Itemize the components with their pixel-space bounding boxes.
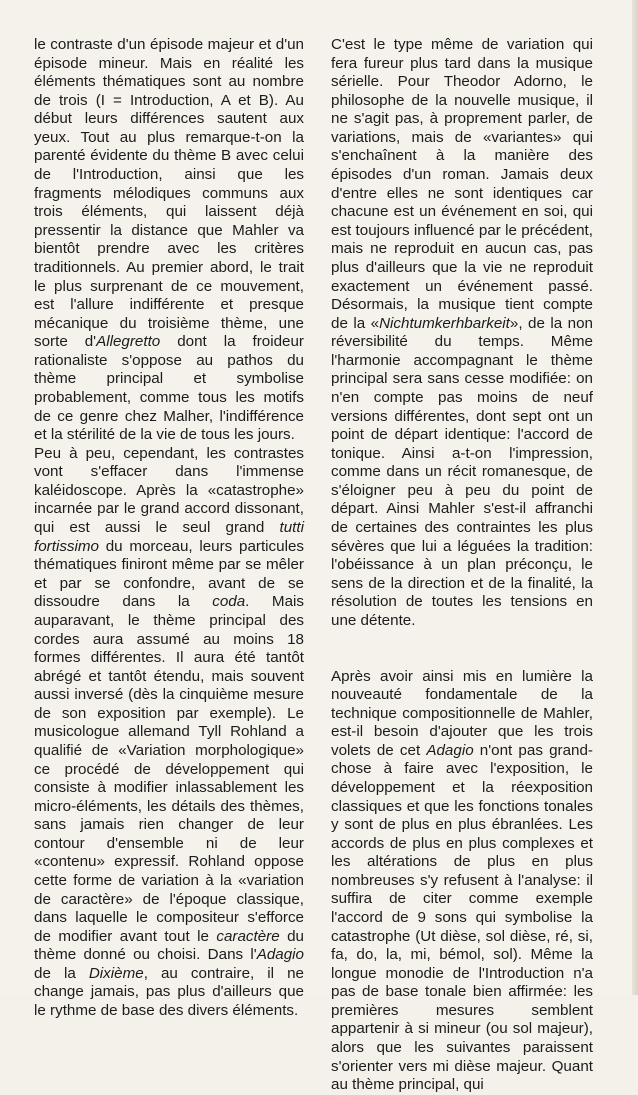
right-column — [331, 36, 593, 1095]
text-run: dont la froideur rationaliste s'oppose au pathos du thème principal et symbolise probablement, comme tous les motifs de ce genre chez Malher, l'indifférence et la stérilité de la vie de tous les jours. — [34, 333, 304, 444]
italic-term: Nichtumkerhbarkeit — [379, 314, 510, 332]
paragraph — [34, 445, 304, 1021]
text-run: C'est le type même de variation qui fera fureur plus tard dans la musique sérielle. Pour Theodor Adorno, le philosophe de la nouvelle musique, il ne s'agit pas, à proprement parler, de variations, mais de «variantes» qui s'enchaînent à la manière des épisodes d'un roman. Jamais deux d'entre elles ne sont identiques car chacune est un événement en soi, qui est toujours influencé par le précédent, mais ne reproduit en aucun cas, pas plus d'ailleurs que la vie ne reproduit exactement un événement passé. Désormais, la musique tient compte de la « — [331, 36, 593, 332]
paragraph-gap — [331, 631, 593, 668]
paragraph — [331, 668, 593, 1095]
text-run: le contraste d'un épisode majeur et d'un épisode mineur. Mais en réalité les éléments thématiques sont au nombre de trois (I = Introduction, A et B). Au début leurs différences sautent aux yeux. Tout au plus remarque-t-on la parenté évidente du thème B avec celui de l'Introduction, ainsi que les fragments mélodiques communs aux trois éléments, qui laissent déjà pressentir la distance que Mahler va bientôt prendre avec les critères traditionnels. Au premier abord, le trait le plus surprenant de ce mouvement, est l'allure indifférente et presque mécanique du troisième thème, une sorte d' — [34, 36, 304, 351]
paragraph — [34, 36, 304, 445]
italic-term: caractère — [216, 927, 280, 945]
text-run: n'ont pas grand-chose à faire avec l'exposition, le développement et la réexposition classiques et que les fonctions tonales y sont de plus en plus ébranlées. Les accords de plus en plus complexes et les altérations de plus en plus nombreuses s'y refusent à l'analyse: il suffira de citer comme exemple l'accord de 9 sons qui symbolise la catastrophe (Ut dièse, sol dièse, ré, si, fa, do, la, mi, bémol, sol). Même la longue monodie de l'Introduction n'a pas de base tonale bien affirmée: les premières mesures semblent appartenir à si mineur (ou sol majeur), alors que les suivantes paraissent s'orienter vers mi dièse majeur. Quant au thème principal, qui — [331, 741, 593, 1094]
left-column — [34, 36, 304, 1021]
italic-term: tutti fortissimo — [34, 519, 304, 555]
text-run: . Mais auparavant, le thème principal des cordes aura assumé au moins 18 formes différentes. Il aura été tantôt abrégé et tantôt étendu, mais souvent aussi inversé (dès la cinquième mesure de son exposition par exemple). Le musicologue allemand Tyll Rohland a qualifié de «Variation morphologique» ce procédé de développement qui consiste à modifier inlassablement les micro-éléments, les détails des thèmes, sans jamais rien changer de leur contour d'ensemble ni de leur «contenu» expressif. Rohland oppose cette forme de variation à la «variation de caractère» de l'époque classique, dans laquelle le compositeur s'efforce de modifier avant tout le — [34, 593, 304, 945]
italic-term: Dixième — [88, 964, 144, 982]
text-run: Après avoir ainsi mis en lumière la nouveauté fondamentale de la technique compositionnelle de Mahler, est-il besoin d'ajouter que les trois volets de cet — [331, 667, 593, 759]
text-run: du morceau, leurs particules thématiques finiront même par se mêler et par se confondre, avant de se dissoudre dans la — [34, 537, 304, 611]
italic-term: Adagio — [256, 946, 304, 964]
text-run: , au contraire, il ne change jamais, pas plus d'ailleurs que le rythme de base des divers éléments. — [34, 964, 304, 1020]
italic-term: Adagio — [426, 741, 474, 759]
text-run: de la — [34, 964, 89, 982]
text-run: Peu à peu, cependant, les contrastes vont s'effacer dans l'immense kaléidoscope. Après la «catastrophe» incarnée par le grand accord dissonant, qui est aussi le seul grand — [34, 444, 304, 537]
italic-term: Allegretto — [96, 333, 161, 351]
italic-term: coda — [212, 593, 246, 611]
paragraph — [331, 36, 593, 631]
text-run: », de la non réversibilité du temps. Même l'harmonie accompagnant le thème principal sera sans cesse modifiée: on n'en compte pas moins de neuf versions différentes, dont sept ont un point de départ identique: l'accord de tonique. Ainsi a-t-on l'impression, comme dans un récit romanesque, de s'éloigner peu à peu du point de départ. Ainsi Mahler s'est-il affranchi de certaines des contraintes les plus sévères que lui a léguées la tradition: l'obéissance à un plan préconçu, le sens de la direction et de la finalité, la résolution de toutes les tensions en une détente. — [331, 314, 593, 629]
text-run: du thème donné ou choisi. Dans l' — [34, 927, 304, 964]
page-edge — [632, 0, 638, 995]
